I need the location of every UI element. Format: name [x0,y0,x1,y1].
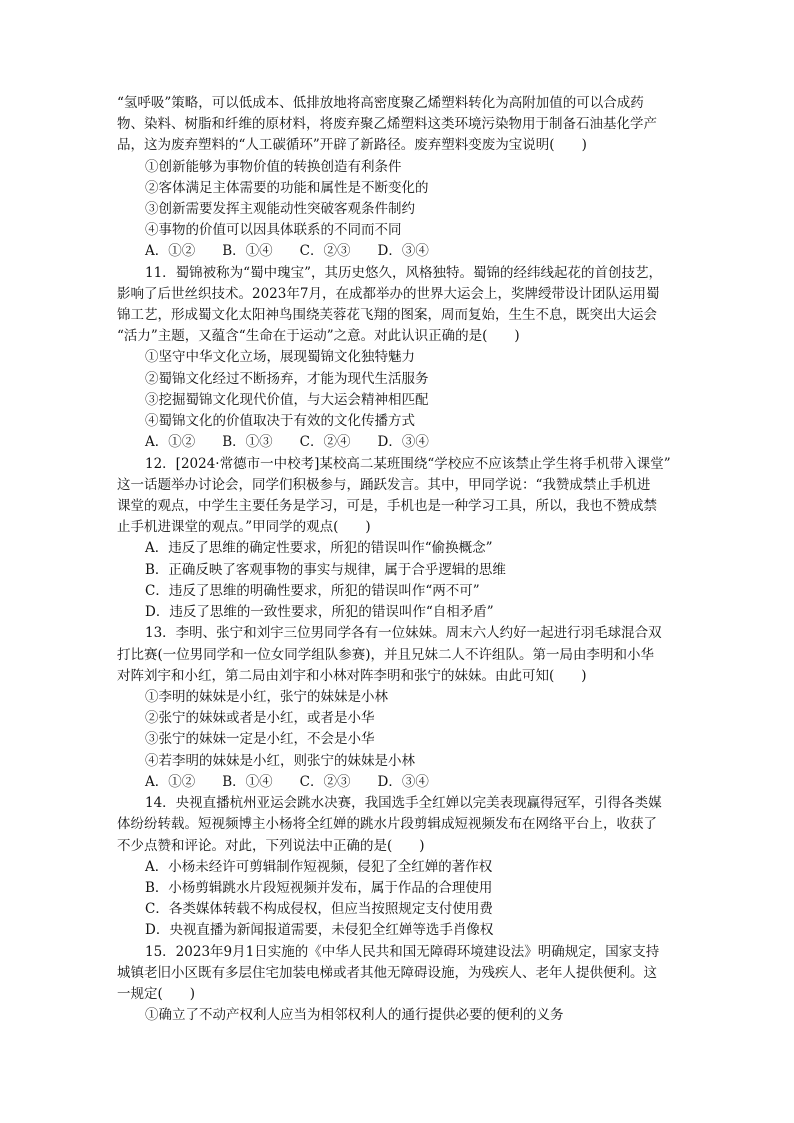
question-13: 13．李明、张宁和刘宇三位男同学各有一位妹妹。周末六人约好一起进行羽毛球混合双 [145,625,662,641]
statement-3: ③挖掘蜀锦文化现代价值，与大运会精神相匹配 [145,392,429,408]
statement-1: ①李明的妹妹是小红，张宁的妹妹是小林 [145,689,388,705]
text-line: 打比赛(一位男同学和一位女同学组队参赛)，并且兄妹二人不许组队。第一局由李明和小华 [117,647,655,663]
question-11: 11．蜀锦被称为“蜀中瑰宝”，其历史悠久，风格独特。蜀锦的经纬线起花的首创技艺， [145,265,662,281]
text-line: 影响了后世丝织技术。2023年7月，在成都举办的世界大运会上，奖牌绶带设计团队运用蜀 [117,286,660,302]
option-b: B．正确反映了客观事物的事实与规律，属于合乎逻辑的思维 [145,562,506,578]
option-a: A．小杨未经许可剪辑制作短视频，侵犯了全红婵的著作权 [145,859,493,875]
answer-options: A．①② B．①③ C．②④ D．③④ [145,434,429,450]
text-line: 物、染料、树脂和纤维的原材料，将废弃聚乙烯塑料这类环境污染物用于制备石油基化学产 [117,116,657,132]
option-c: C．违反了思维的明确性要求，所犯的错误叫作“两不可” [145,583,480,599]
text-line: 体纷纷转载。短视频博主小杨将全红婵的跳水片段剪辑成短视频发布在网络平台上，收获了 [117,816,657,832]
text-line: 这一话题举办讨论会，同学们积极参与，踊跃发言。其中，甲同学说：“我赞成禁止手机进 [117,477,651,493]
statement-3: ③创新需要发挥主观能动性突破客观条件制约 [145,201,415,217]
answer-options: A．①② B．①④ C．②③ D．③④ [145,243,429,259]
statement-1: ①确立了不动产权利人应当为相邻权利人的通行提供必要的便利的义务 [145,1007,564,1023]
option-a: A．违反了思维的确定性要求，所犯的错误叫作“偷换概念” [145,540,493,556]
text-line: 一规定( ) [117,986,196,1002]
option-c: C．各类媒体转载不构成侵权，但应当按照规定支付使用费 [145,901,493,917]
option-b: B．小杨剪辑跳水片段短视频并发布，属于作品的合理使用 [145,880,493,896]
text-line: “氢呼吸”策略，可以低成本、低排放地将高密度聚乙烯塑料转化为高附加值的可以合成药 [117,95,644,111]
text-line: 锦工艺，形成蜀文化太阳神鸟围绕芙蓉花飞翔的图案，周而复始，生生不息，既突出大运会 [117,307,657,323]
option-d: D．央视直播为新闻报道需要，未侵犯全红婵等选手肖像权 [145,922,494,938]
text-line: 城镇老旧小区既有多层住宅加装电梯或者其他无障碍设施，为残疾人、老年人提供便利。这 [117,965,657,981]
statement-2: ②客体满足主体需要的功能和属性是不断变化的 [145,180,429,196]
text-line: 品，这为废弃塑料的“人工碳循环”开辟了新路径。废弃塑料变废为宝说明( ) [117,137,587,153]
statement-3: ③张宁的妹妹一定是小红，不会是小华 [145,731,375,747]
statement-1: ①坚守中华文化立场，展现蜀锦文化独特魅力 [145,349,415,365]
text-line: 止手机进课堂的观点。”甲同学的观点( ) [117,519,371,535]
text-line: “活力”主题，又蕴含“生命在于运动”之意。对此认识正确的是( ) [117,328,520,344]
answer-options: A．①② B．①④ C．②③ D．③④ [145,774,429,790]
text-line: 课堂的观点，中学生主要任务是学习，可是，手机也是一种学习工具，所以，我也不赞成禁 [117,498,657,514]
text-line: 对阵刘宇和小红，第二局由刘宇和小林对阵李明和张宁的妹妹。由此可知( ) [117,668,587,684]
question-14: 14．央视直播杭州亚运会跳水决赛，我国选手全红婵以完美表现赢得冠军，引得各类媒 [145,795,662,811]
statement-4: ④事物的价值可以因具体联系的不同而不同 [145,222,402,238]
option-d: D．违反了思维的一致性要求，所犯的错误叫作“自相矛盾” [145,604,494,620]
question-15: 15．2023年9月1日实施的《中华人民共和国无障碍环境建设法》明确规定，国家支持 [145,944,660,960]
text-line: 不少点赞和评论。对此，下列说法中正确的是( ) [117,838,425,854]
statement-4: ④蜀锦文化的价值取决于有效的文化传播方式 [145,413,415,429]
statement-4: ④若李明的妹妹是小红，则张宁的妹妹是小林 [145,753,415,769]
statement-1: ①创新能够为事物价值的转换创造有利条件 [145,159,402,175]
statement-2: ②蜀锦文化经过不断扬弃，才能为现代生活服务 [145,371,429,387]
statement-2: ②张宁的妹妹或者是小红，或者是小华 [145,710,375,726]
question-12: 12．[2024·常德市一中校考]某校高二某班围绕“学校应不应该禁止学生将手机带入课堂” [145,456,671,472]
